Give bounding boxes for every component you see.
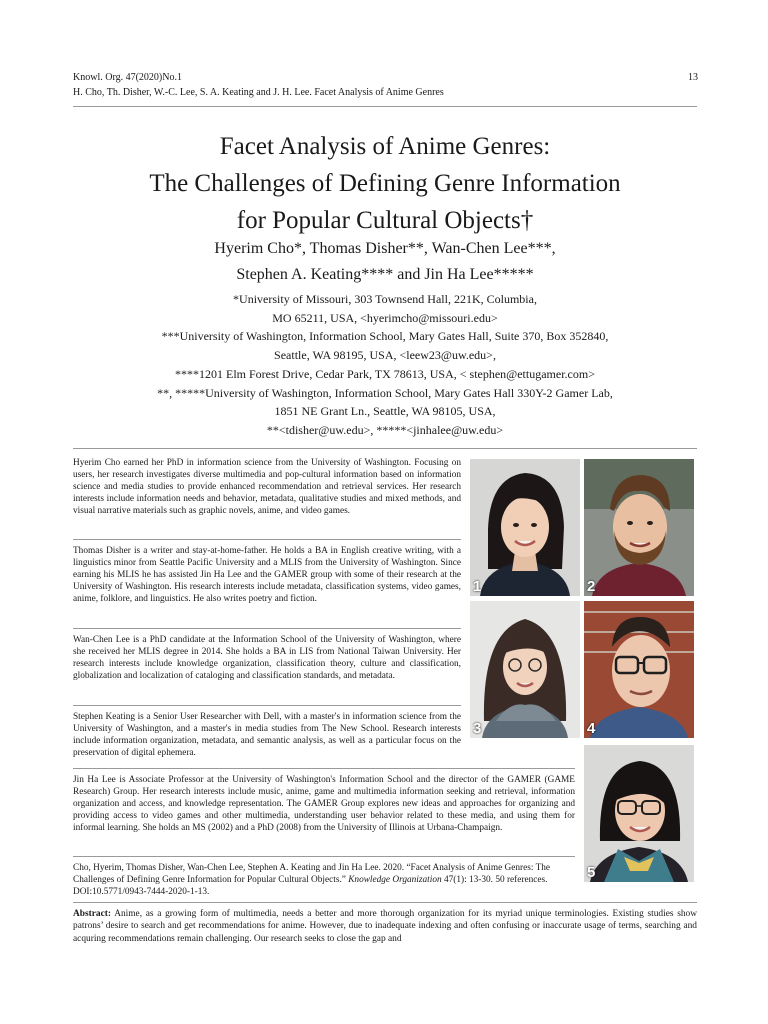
running-head	[73, 70, 698, 100]
author-photo-3	[470, 601, 580, 738]
portrait-image	[584, 745, 694, 882]
citation-details: 47(1): 13-30. 50 references. DOI:10.5771/0943-7444-2020-1-13.	[73, 875, 548, 898]
affiliations	[73, 290, 697, 440]
portrait-image	[470, 459, 580, 596]
photo-number: 2	[587, 578, 596, 595]
abstract	[73, 908, 697, 945]
author-photo-2	[584, 459, 694, 596]
header-divider	[73, 106, 697, 107]
bio-keating: Stephen Keating is a Senior User Researcher with Dell, with a master's in information science from the University of Washington, and a master's in media studies from The New School. Research interests include information organization, metadata, and semantic analysis, as well as a particular focus on the preservation of digital ephemera.	[73, 712, 461, 759]
bio-divider	[73, 628, 461, 629]
author-line: Hyerim Cho*, Thomas Disher**, Wan-Chen Lee***,	[214, 240, 556, 257]
running-authors: H. Cho, Th. Disher, W.-C. Lee, S. A. Keating and J. H. Lee. Facet Analysis of Anime Genres	[73, 87, 444, 98]
bio-divider	[73, 539, 461, 540]
photo-number: 4	[587, 720, 596, 737]
bio-section-divider	[73, 448, 697, 449]
title-line: for Popular Cultural Objects†	[236, 207, 534, 234]
bio-divider	[73, 705, 461, 706]
author-photo-4	[584, 601, 694, 738]
page-number: 13	[688, 72, 698, 83]
citation-divider	[73, 902, 697, 903]
citation-text: Cho, Hyerim, Thomas Disher, Wan-Chen Lee, Stephen A. Keating and Jin Ha Lee. 2020. “Facet Analysis of Anime Genres: The Challenges of Defining Genre Information for Popular Cultural Objects.”	[73, 863, 551, 886]
abstract-text: Anime, as a growing form of multimedia, needs a better and more thorough organization for its myriad unique terminologies. Existing studies show patrons’ desire to search and get recommendations for anime. However, due to inadequate indexing and often confusing or inaccurate usage of terms, searching and acquring recommendations remain challenging. Our research seeks to close the gap and	[73, 909, 697, 944]
author-photo-1	[470, 459, 580, 596]
title-line: The Challenges of Defining Genre Information	[149, 170, 621, 197]
citation	[73, 862, 575, 898]
title-line: Facet Analysis of Anime Genres:	[219, 133, 551, 160]
bio-divider	[73, 856, 575, 857]
photo-number: 5	[587, 864, 596, 881]
portrait-image	[470, 601, 580, 738]
photo-number: 3	[473, 720, 482, 737]
author-list	[73, 236, 697, 288]
author-line: Stephen A. Keating**** and Jin Ha Lee*****	[236, 266, 534, 283]
abstract-label: Abstract:	[73, 909, 112, 919]
affiliation-line: 1851 NE Grant Ln., Seattle, WA 98105, USA,	[274, 404, 496, 419]
affiliation-line: MO 65211, USA, <hyerimcho@missouri.edu>	[272, 310, 498, 325]
bio-disher: Thomas Disher is a writer and stay-at-home-father. He holds a BA in English creative writing, with a linguistics minor from Seattle Pacific University and a MLIS from the University of Washington. Since earning his MLIS he has assisted Jin Ha Lee and the GAMER group with some of their research at the University of Washington. His research interests include metadata, classification systems, video games, anime, folklore, and linguistics. He also writes poetry and fiction.	[73, 546, 461, 605]
affiliation-line: *University of Missouri, 303 Townsend Hall, 221K, Columbia,	[233, 292, 537, 306]
portrait-image	[584, 601, 694, 738]
article-title	[73, 128, 697, 239]
affiliation-line: ***University of Washington, Information School, Mary Gates Hall, Suite 370, Box 352840,	[161, 329, 609, 344]
affiliation-line: Seattle, WA 98195, USA, <leew23@uw.edu>,	[274, 348, 496, 363]
portrait-image	[584, 459, 694, 596]
citation-journal: Knowledge Organization	[348, 875, 442, 886]
affiliation-line: **<tdisher@uw.edu>, *****<jinhalee@uw.edu>	[266, 422, 504, 437]
author-photo-5	[584, 745, 694, 882]
bio-divider	[73, 768, 575, 769]
affiliation-line: **, *****University of Washington, Information School, Mary Gates Hall 330Y-2 Gamer Lab,	[157, 385, 613, 400]
affiliation-line: ****1201 Elm Forest Drive, Cedar Park, TX 78613, USA, < stephen@ettugamer.com>	[175, 366, 595, 381]
journal-issue: Knowl. Org. 47(2020)No.1	[73, 72, 182, 83]
bio-lee-wanchen: Wan-Chen Lee is a PhD candidate at the Information School of the University of Washington, where she received her MLIS degree in 2014. She holds a BA in LIS from National Taiwan University. Her research interests include knowledge organization, classification theory, culture and classification, globalization and localization of cataloging and classification standards, and metadata.	[73, 635, 461, 682]
bio-lee-jinha: Jin Ha Lee is Associate Professor at the University of Washington's Information School and the director of the GAMER (GAME Research) Group. Her research interests include music, anime, game and multimedia information seeking and retrieval, information organization and access, and knowledge representation. The GAMER Group explores new ideas and approaches for organizing and providing access to video games and other multimedia, understanding user behavior related to these media, and using them for informal learning. She holds an MS (2002) and a PhD (2008) from the University of Illinois at Urbana-Champaign.	[73, 775, 575, 834]
photo-number: 1	[473, 578, 482, 595]
bio-cho: Hyerim Cho earned her PhD in information science from the University of Washington. Focusing on users, her research investigates diverse multimedia and pop-cultural information based on information science and media studies to provide enhanced recommendation and retrieval services. Her research interests include information needs and behavior, metadata, qualitative studies and mixed methods, and visual narrative materials such as graphic novels, anime, and video games.	[73, 458, 461, 517]
